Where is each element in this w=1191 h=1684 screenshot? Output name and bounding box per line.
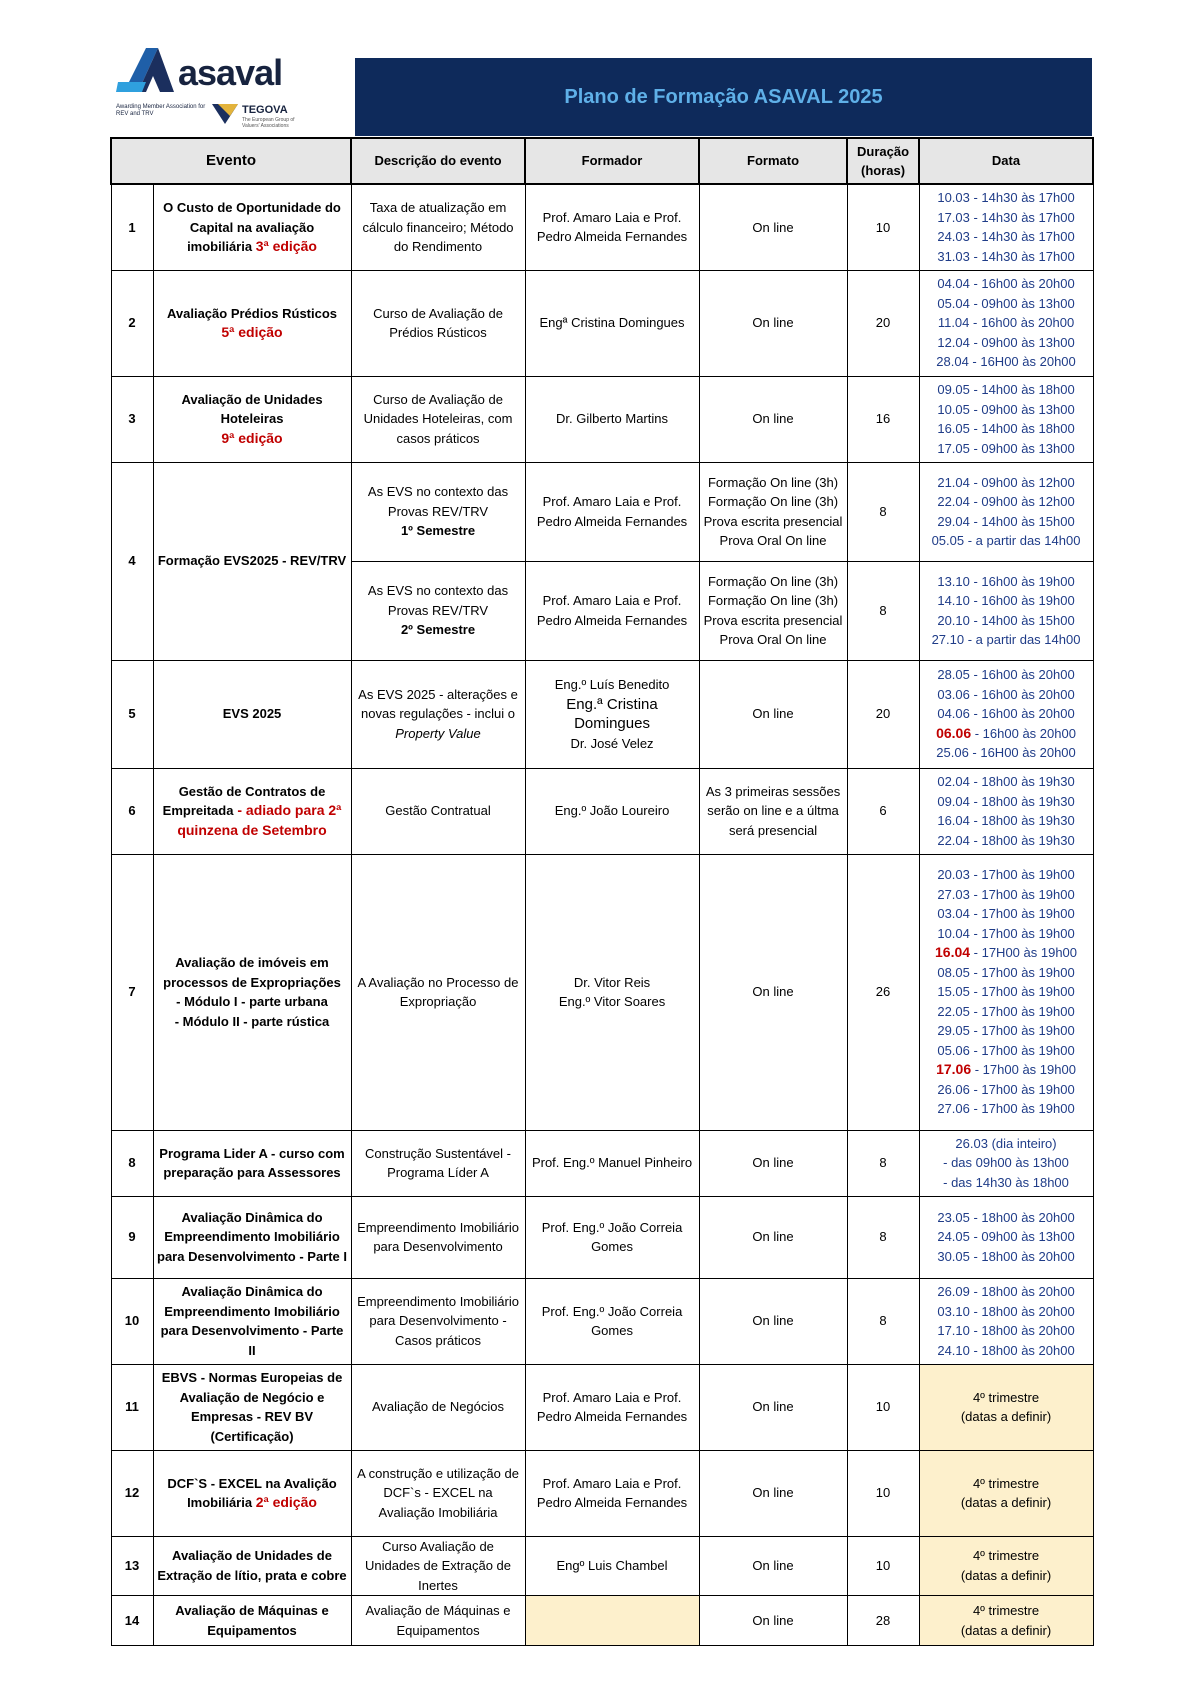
- row-number: 9: [111, 1196, 153, 1278]
- page-title: Plano de Formação ASAVAL 2025: [564, 85, 883, 108]
- event-description: Avaliação de Máquinas e Equipamentos: [351, 1596, 525, 1646]
- header-data: Data: [919, 138, 1093, 184]
- trainer: Prof. Amaro Laia e Prof. Pedro Almeida Fernandes: [525, 1364, 699, 1450]
- dates: 04.04 - 16h00 às 20h00 05.04 - 09h00 às 13h00 11.04 - 16h00 às 20h00 12.04 - 09h00 às 13h00 28.04 - 16H00 às 20h00: [919, 270, 1093, 376]
- row-number: 8: [111, 1130, 153, 1196]
- table-row: [111, 270, 1093, 376]
- table-row: [111, 462, 1093, 561]
- event-description: As EVS 2025 - alterações e novas regulações - inclui o Property Value: [351, 660, 525, 768]
- duration: 8: [847, 1130, 919, 1196]
- format: Formação On line (3h) Formação On line (3h) Prova escrita presencial Prova Oral On line: [699, 561, 847, 660]
- trainer: [525, 1596, 699, 1646]
- trainer: Prof. Amaro Laia e Prof. Pedro Almeida Fernandes: [525, 184, 699, 270]
- format: On line: [699, 660, 847, 768]
- event-description: As EVS no contexto das Provas REV/TRV 2º Semestre: [351, 561, 525, 660]
- trainer: Prof. Eng.º João Correia Gomes: [525, 1196, 699, 1278]
- duration: 10: [847, 184, 919, 270]
- duration: 6: [847, 768, 919, 854]
- event-name: Gestão de Contratos de Empreitada - adiado para 2ª quinzena de Setembro: [153, 768, 351, 854]
- row-number: 14: [111, 1596, 153, 1646]
- trainer: Dr. Gilberto Martins: [525, 376, 699, 462]
- format: On line: [699, 1450, 847, 1536]
- format: Formação On line (3h) Formação On line (3h) Prova escrita presencial Prova Oral On line: [699, 462, 847, 561]
- event-name: Avaliação de Máquinas e Equipamentos: [153, 1596, 351, 1646]
- table-row: [111, 660, 1093, 768]
- event-description: Avaliação de Negócios: [351, 1364, 525, 1450]
- tegova-emblem-icon: [210, 102, 240, 126]
- row-number: 2: [111, 270, 153, 376]
- header-formato: Formato: [699, 138, 847, 184]
- format: On line: [699, 1364, 847, 1450]
- duration: 20: [847, 270, 919, 376]
- duration: 20: [847, 660, 919, 768]
- event-description: Construção Sustentável - Programa Líder A: [351, 1130, 525, 1196]
- event-description: Curso Avaliação de Unidades de Extração de Inertes: [351, 1536, 525, 1596]
- dates: 4º trimestre (datas a definir): [919, 1364, 1093, 1450]
- format: On line: [699, 1196, 847, 1278]
- dates: 09.05 - 14h00 às 18h00 10.05 - 09h00 às 13h00 16.05 - 14h00 às 18h00 17.05 - 09h00 às 13h00: [919, 376, 1093, 462]
- event-name: EVS 2025: [153, 660, 351, 768]
- row-number: 4: [111, 462, 153, 660]
- duration: 16: [847, 376, 919, 462]
- training-plan-table: [110, 137, 1094, 1646]
- event-description: Curso de Avaliação de Unidades Hoteleiras, com casos práticos: [351, 376, 525, 462]
- table-row: [111, 184, 1093, 270]
- format: On line: [699, 1596, 847, 1646]
- trainer: Eng.º João Loureiro: [525, 768, 699, 854]
- table-row: [111, 854, 1093, 1130]
- event-description: Empreendimento Imobiliário para Desenvolvimento - Casos práticos: [351, 1278, 525, 1364]
- table-row: [111, 768, 1093, 854]
- table-header-row: [111, 138, 1093, 184]
- trainer: Prof. Eng.º Manuel Pinheiro: [525, 1130, 699, 1196]
- header-evento: Evento: [111, 138, 351, 184]
- dates: 28.05 - 16h00 às 20h00 03.06 - 16h00 às 20h00 04.06 - 16h00 às 20h00 06.06 - 16h00 às 20h00 25.06 - 16H00 às 20h00: [919, 660, 1093, 768]
- table-row: [111, 1450, 1093, 1536]
- format: As 3 primeiras sessões serão on line e a últma será presencial: [699, 768, 847, 854]
- table-row: [111, 376, 1093, 462]
- dates: 02.04 - 18h00 às 19h30 09.04 - 18h00 às 19h30 16.04 - 18h00 às 19h30 22.04 - 18h00 às 19h30: [919, 768, 1093, 854]
- logo-tagline: Awarding Member Association for REV and TRV: [116, 104, 206, 117]
- row-number: 3: [111, 376, 153, 462]
- dates: 4º trimestre (datas a definir): [919, 1596, 1093, 1646]
- duration: 8: [847, 462, 919, 561]
- dates: 26.09 - 18h00 às 20h00 03.10 - 18h00 às 20h00 17.10 - 18h00 às 20h00 24.10 - 18h00 às 20h00: [919, 1278, 1093, 1364]
- table-row: [111, 1596, 1093, 1646]
- row-number: 10: [111, 1278, 153, 1364]
- row-number: 11: [111, 1364, 153, 1450]
- trainer: Prof. Eng.º João Correia Gomes: [525, 1278, 699, 1364]
- duration: 8: [847, 1278, 919, 1364]
- event-description: Empreendimento Imobiliário para Desenvolvimento: [351, 1196, 525, 1278]
- logo-wordmark: asaval: [178, 52, 283, 93]
- tegova-label: TEGOVA: [242, 104, 288, 116]
- tegova-sub: The European Group of Valuers' Associations: [242, 117, 295, 129]
- event-description: A Avaliação no Processo de Expropriação: [351, 854, 525, 1130]
- event-description: A construção e utilização de DCF`s - EXCEL na Avaliação Imobiliária: [351, 1450, 525, 1536]
- dates: 21.04 - 09h00 às 12h00 22.04 - 09h00 às 12h00 29.04 - 14h00 às 15h00 05.05 - a partir das 14h00: [919, 462, 1093, 561]
- dates: 13.10 - 16h00 às 19h00 14.10 - 16h00 às 19h00 20.10 - 14h00 às 15h00 27.10 - a partir das 14h00: [919, 561, 1093, 660]
- table-row: [111, 1364, 1093, 1450]
- asaval-logo-mark-icon: [116, 46, 178, 96]
- trainer: Eng.º Luís Benedito Eng.ª Cristina Domingues Dr. José Velez: [525, 660, 699, 768]
- duration: 8: [847, 1196, 919, 1278]
- event-name: Avaliação Prédios Rústicos 5ª edição: [153, 270, 351, 376]
- event-name: Programa Lider A - curso com preparação para Assessores: [153, 1130, 351, 1196]
- event-description: Gestão Contratual: [351, 768, 525, 854]
- row-number: 5: [111, 660, 153, 768]
- duration: 28: [847, 1596, 919, 1646]
- event-name: O Custo de Oportunidade do Capital na avaliação imobiliária 3ª edição: [153, 184, 351, 270]
- trainer: Prof. Amaro Laia e Prof. Pedro Almeida Fernandes: [525, 1450, 699, 1536]
- duration: 8: [847, 561, 919, 660]
- row-number: 7: [111, 854, 153, 1130]
- trainer: Prof. Amaro Laia e Prof. Pedro Almeida Fernandes: [525, 561, 699, 660]
- trainer: Dr. Vitor Reis Eng.º Vitor Soares: [525, 854, 699, 1130]
- event-name: Avaliação Dinâmica do Empreendimento Imobiliário para Desenvolvimento - Parte I: [153, 1196, 351, 1278]
- row-number: 13: [111, 1536, 153, 1596]
- duration: 26: [847, 854, 919, 1130]
- format: On line: [699, 1536, 847, 1596]
- event-description: Curso de Avaliação de Prédios Rústicos: [351, 270, 525, 376]
- row-number: 1: [111, 184, 153, 270]
- dates: 4º trimestre (datas a definir): [919, 1450, 1093, 1536]
- duration: 10: [847, 1364, 919, 1450]
- header-formador: Formador: [525, 138, 699, 184]
- header-duracao: Duração (horas): [847, 138, 919, 184]
- dates: 10.03 - 14h30 às 17h00 17.03 - 14h30 às 17h00 24.03 - 14h30 às 17h00 31.03 - 14h30 às 17h00: [919, 184, 1093, 270]
- trainer: Engª Cristina Domingues: [525, 270, 699, 376]
- format: On line: [699, 184, 847, 270]
- format: On line: [699, 1278, 847, 1364]
- dates: 4º trimestre (datas a definir): [919, 1536, 1093, 1596]
- table-row: [111, 1130, 1093, 1196]
- dates: 23.05 - 18h00 às 20h00 24.05 - 09h00 às 13h00 30.05 - 18h00 às 20h00: [919, 1196, 1093, 1278]
- event-name: EBVS - Normas Europeias de Avaliação de Negócio e Empresas - REV BV (Certificação): [153, 1364, 351, 1450]
- asaval-logo: [112, 44, 302, 129]
- format: On line: [699, 854, 847, 1130]
- title-bar: [355, 58, 1092, 136]
- event-name: Avaliação de Unidades de Extração de lítio, prata e cobre: [153, 1536, 351, 1596]
- table-row: [111, 1536, 1093, 1596]
- duration: 10: [847, 1450, 919, 1536]
- format: On line: [699, 1130, 847, 1196]
- row-number: 12: [111, 1450, 153, 1536]
- event-name: Formação EVS2025 - REV/TRV: [153, 462, 351, 660]
- table-row: [111, 1278, 1093, 1364]
- header-descricao: Descrição do evento: [351, 138, 525, 184]
- event-name: Avaliação de imóveis em processos de Expropriações - Módulo I - parte urbana - Módulo II - parte rústica: [153, 854, 351, 1130]
- row-number: 6: [111, 768, 153, 854]
- duration: 10: [847, 1536, 919, 1596]
- event-name: DCF`S - EXCEL na Avalição Imobiliária 2ª edição: [153, 1450, 351, 1536]
- table-row: [111, 1196, 1093, 1278]
- event-name: Avaliação de Unidades Hoteleiras 9ª edição: [153, 376, 351, 462]
- event-description: Taxa de atualização em cálculo financeiro; Método do Rendimento: [351, 184, 525, 270]
- format: On line: [699, 270, 847, 376]
- dates: 26.03 (dia inteiro) - das 09h00 às 13h00 - das 14h30 às 18h00: [919, 1130, 1093, 1196]
- dates: 20.03 - 17h00 às 19h00 27.03 - 17h00 às 19h00 03.04 - 17h00 às 19h00 10.04 - 17h00 às 19h00 16.04 - 17H00 às 19h00 08.05 - 17h00 às 19h00 15.05 - 17h00 às 19h00 22.05 - 17h00 às 19h00 29.05 - 17h00 às 19h00 05.06 - 17h00 às 19h00 17.06 - 17h00 às 19h00 26.06 - 17h00 às 19h00 27.06 - 17h00 às 19h00: [919, 854, 1093, 1130]
- event-description: As EVS no contexto das Provas REV/TRV 1º Semestre: [351, 462, 525, 561]
- trainer: Prof. Amaro Laia e Prof. Pedro Almeida Fernandes: [525, 462, 699, 561]
- trainer: Engº Luis Chambel: [525, 1536, 699, 1596]
- format: On line: [699, 376, 847, 462]
- event-name: Avaliação Dinâmica do Empreendimento Imobiliário para Desenvolvimento - Parte II: [153, 1278, 351, 1364]
